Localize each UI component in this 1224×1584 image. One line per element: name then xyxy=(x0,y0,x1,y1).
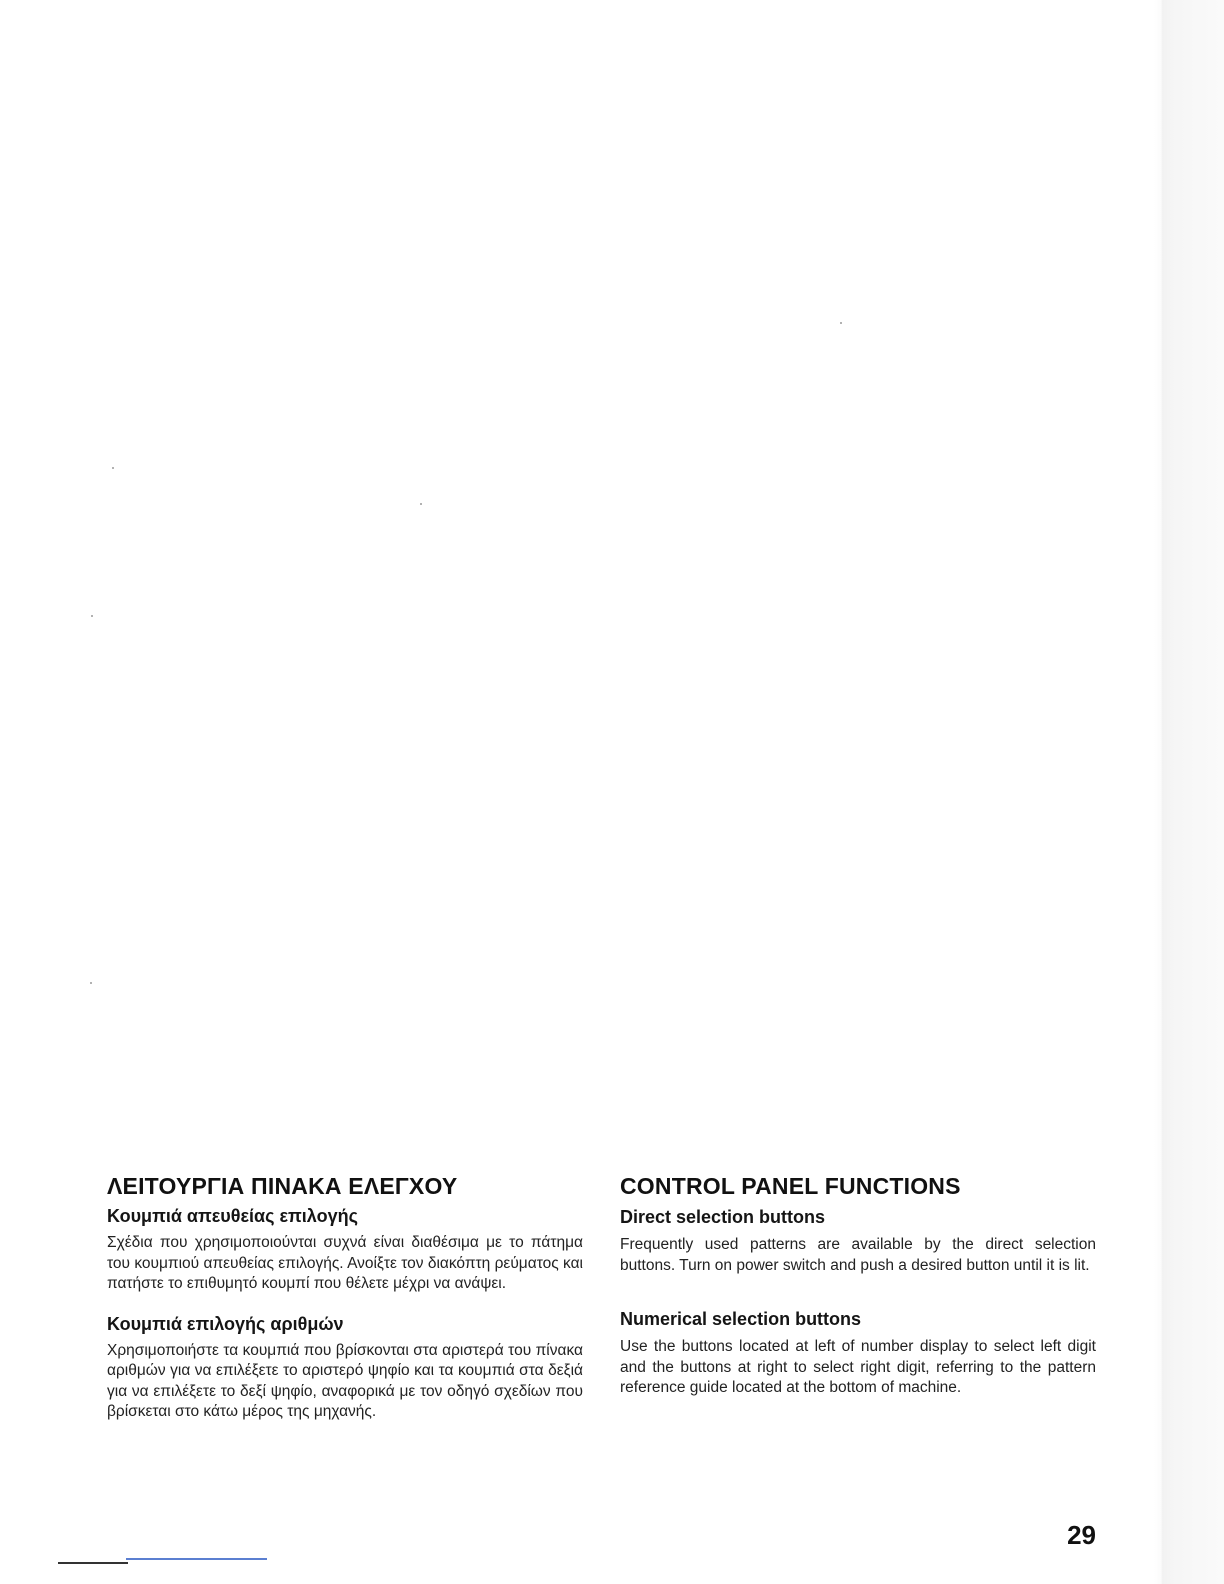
page-number: 29 xyxy=(1067,1520,1096,1550)
english-numerical-selection-text: Use the buttons located at left of number display to select left digit and the buttons at right to select right digit, referring to the pattern reference guide located at the bottom of machine. xyxy=(620,1338,1096,1396)
scan-speck xyxy=(420,503,422,505)
greek-page-title: ΛΕΙΤΟΥΡΓΙΑ ΠΙΝΑΚΑ ΕΛΕΓΧΟΥ xyxy=(107,1173,458,1199)
scan-speck xyxy=(840,322,842,324)
scan-speck xyxy=(90,982,92,984)
english-page-title: CONTROL PANEL FUNCTIONS xyxy=(620,1173,961,1199)
scan-speck xyxy=(112,467,114,469)
greek-numerical-selection-text: Χρησιμοποιήστε τα κουμπιά που βρίσκονται στα αριστερά του πίνακα αριθμών για να επιλέξετε το αριστερό ψηφίο και τα κουμπιά στα δεξιά για να επιλέξετε το δεξί ψηφίο, αναφορικά με τον οδηγό σχεδίων που βρίσκεται στο κάτω μέρος της μηχανής. xyxy=(107,1341,583,1420)
greek-direct-selection-text: Σχέδια που χρησιμοποιούνται συχνά είναι διαθέσιμα με το πάτημα του κουμπιού απευθείας επιλογής. Ανοίξτε τον διακόπτη ρεύματος και πατήστε το επιθυμητό κουμπί που θέλετε μέχρι να ανάψει. xyxy=(107,1234,583,1292)
footer-rule-dark xyxy=(58,1562,128,1564)
english-direct-selection-heading: Direct selection buttons xyxy=(620,1207,826,1227)
scan-speck xyxy=(91,615,93,617)
greek-column xyxy=(107,1172,583,1423)
english-column xyxy=(620,1172,1096,1399)
greek-numerical-selection-heading: Κουμπιά επιλογής αριθμών xyxy=(107,1313,344,1334)
footer-rule-blue xyxy=(126,1558,267,1560)
english-direct-selection-text: Frequently used patterns are available by the direct selection buttons. Turn on power switch and push a desired button until it is lit. xyxy=(620,1236,1096,1274)
english-numerical-selection-heading: Numerical selection buttons xyxy=(620,1309,862,1329)
greek-direct-selection-heading: Κουμπιά απευθείας επιλογής xyxy=(107,1206,358,1226)
scan-edge-shadow xyxy=(1154,0,1224,1584)
